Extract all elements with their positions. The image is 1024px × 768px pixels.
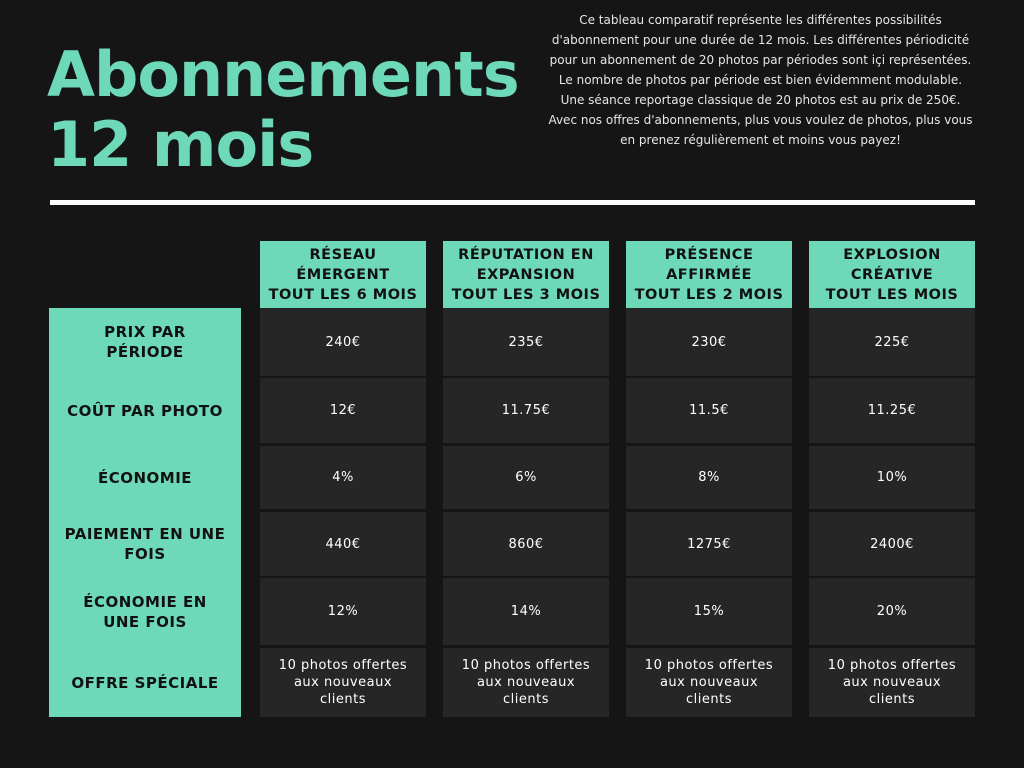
- table-cell: 10 photos offertes aux nouveaux clients: [260, 648, 426, 717]
- table-cell: 12%: [260, 578, 426, 645]
- table-cell: 20%: [809, 578, 975, 645]
- table-cell: 8%: [626, 446, 792, 509]
- row-header-1: PRIX PAR PÉRIODE: [104, 323, 186, 361]
- table-cell: 10 photos offertes aux nouveaux clients: [809, 648, 975, 717]
- table-cell: 230€: [626, 308, 792, 376]
- row-header-6: OFFRE SPÉCIALE: [71, 673, 219, 692]
- table-cell: 6%: [443, 446, 609, 509]
- column-header-3: PRÉSENCE AFFIRMÉE TOUT LES 2 MOIS: [626, 241, 792, 308]
- table-cell: 2400€: [809, 512, 975, 576]
- column-header-1: RÉSEAU ÉMERGENT TOUT LES 6 MOIS: [260, 241, 426, 308]
- row-header-2: COÛT PAR PHOTO: [67, 401, 223, 420]
- divider-line: [50, 200, 975, 205]
- table-cell: 10 photos offertes aux nouveaux clients: [443, 648, 609, 717]
- page-title: [47, 40, 519, 180]
- table-cell: 10 photos offertes aux nouveaux clients: [626, 648, 792, 717]
- row-header-3: ÉCONOMIE: [97, 468, 193, 487]
- column-header-4: EXPLOSION CRÉATIVE TOUT LES MOIS: [809, 241, 975, 308]
- table-cell: 240€: [260, 308, 426, 376]
- table-cell: 1275€: [626, 512, 792, 576]
- row-header-4: PAIEMENT EN UNE FOIS: [64, 525, 226, 563]
- page-title-line-1: Abonnements: [47, 38, 519, 111]
- table-cell: 860€: [443, 512, 609, 576]
- table-cell: 11.5€: [626, 378, 792, 443]
- page-title-line-2: 12 mois: [47, 108, 314, 181]
- table-cell: 11.75€: [443, 378, 609, 443]
- table-cell: 440€: [260, 512, 426, 576]
- table-cell: 235€: [443, 308, 609, 376]
- description-paragraph: Ce tableau comparatif représente les différentes possibilités d'abonnement pour une durée de 12 mois. Les différentes périodicité pour un abonnement de 20 photos par périodes sont içi représentées. Le nombre de photos par période est bien évidemment modulable. Une séance reportage classique de 20 photos est au prix de 250€. Avec nos offres d'abonnements, plus vous voulez de photos, plus vous en prenez régulièrement et moins vous payez!: [548, 13, 973, 147]
- row-header-5: ÉCONOMIE EN UNE FOIS: [83, 592, 207, 631]
- table-cell: 14%: [443, 578, 609, 645]
- table-cell: 225€: [809, 308, 975, 376]
- table-cell: 11.25€: [809, 378, 975, 443]
- column-header-2: RÉPUTATION EN EXPANSION TOUT LES 3 MOIS: [443, 241, 609, 308]
- table-cell: 4%: [260, 446, 426, 509]
- table-cell: 15%: [626, 578, 792, 645]
- table-cell: 12€: [260, 378, 426, 443]
- table-cell: 10%: [809, 446, 975, 509]
